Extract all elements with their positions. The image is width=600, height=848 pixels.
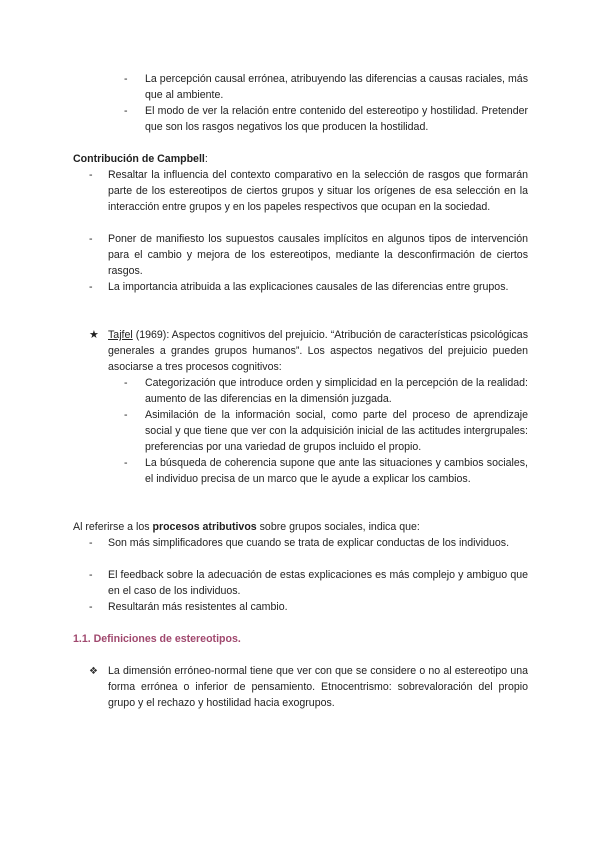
- list-item: [124, 72, 528, 104]
- campbell-heading-label: Contribución de Campbell: [73, 153, 205, 165]
- list-item: [124, 408, 528, 456]
- list-item: [89, 568, 528, 600]
- dash-bullet: -: [124, 105, 128, 117]
- list-item-text: Resaltar la influencia del contexto comparativo en la selección de rasgos que formarán parte de los estereotipos de ciertos grupos y situar los orígenes de esa selección en la interacción entre grupos y en los papeles respectivos que ocupan en la sociedad.: [108, 169, 528, 213]
- section-paragraph: [89, 664, 528, 712]
- list-item-text: El modo de ver la relación entre contenido del estereotipo y hostilidad. Pretender que son los rasgos negativos los que producen la hostilidad.: [145, 105, 528, 133]
- dash-bullet: -: [89, 569, 93, 581]
- dash-bullet: -: [89, 169, 93, 181]
- dash-bullet: -: [89, 537, 93, 549]
- dash-bullet: -: [89, 601, 93, 613]
- list-item-text: La búsqueda de coherencia supone que ante las situaciones y cambios sociales, el individuo precisa de un marco que le ayude a explicar los cambios.: [145, 457, 528, 485]
- tajfel-paragraph: [89, 328, 528, 376]
- list-item-text: Resultarán más resistentes al cambio.: [108, 601, 288, 613]
- dash-bullet: -: [89, 233, 93, 245]
- list-item: [124, 376, 528, 408]
- tajfel-name: Tajfel: [108, 329, 133, 341]
- procesos-intro-post: sobre grupos sociales, indica que:: [256, 521, 420, 533]
- procesos-intro: [73, 520, 420, 536]
- list-item-text: Asimilación de la información social, como parte del proceso de aprendizaje social y que tiene que ver con la adquisición inicial de las actitudes intergrupales: preferencias por una variedad de grupos incluido el propio.: [145, 409, 528, 453]
- star-icon: ★: [89, 329, 99, 341]
- dash-bullet: -: [89, 281, 93, 293]
- list-item: [124, 104, 528, 136]
- procesos-intro-bold: procesos atributivos: [152, 521, 257, 533]
- list-item-text: La importancia atribuida a las explicaciones causales de las diferencias entre grupos.: [108, 281, 509, 293]
- list-item: [89, 280, 528, 296]
- list-item: [89, 168, 528, 216]
- procesos-intro-pre: Al referirse a los: [73, 521, 153, 533]
- list-item: [124, 456, 528, 488]
- dash-bullet: -: [124, 409, 128, 421]
- list-item: [89, 536, 528, 552]
- section-paragraph-text: La dimensión erróneo-normal tiene que ver con que se considere o no al estereotipo una forma errónea o inferior de pensamiento. Etnocentrismo: sobrevaloración del propio grupo y el rechazo y hostilidad hacia exogrupos.: [108, 665, 528, 709]
- list-item: [89, 232, 528, 280]
- list-item-text: Categorización que introduce orden y simplicidad en la percepción de la realidad: aumento de las diferencias en la dimensión juzgada.: [145, 377, 528, 405]
- section-title: 1.1. Definiciones de estereotipos.: [73, 633, 241, 645]
- dash-bullet: -: [124, 377, 128, 389]
- campbell-heading: [73, 152, 208, 168]
- dash-bullet: -: [124, 457, 128, 469]
- diamond-icon: ❖: [89, 666, 98, 677]
- campbell-heading-colon: :: [204, 153, 208, 165]
- list-item-text: El feedback sobre la adecuación de estas explicaciones es más complejo y ambiguo que en el caso de los individuos.: [108, 569, 528, 597]
- list-item-text: Son más simplificadores que cuando se trata de explicar conductas de los individuos.: [108, 537, 510, 549]
- list-item: [89, 600, 528, 616]
- tajfel-description: (1969): Aspectos cognitivos del prejuicio. “Atribución de características psicológicas generales a grandes grupos humanos”. Los aspectos negativos del prejuicio pueden asociarse a tres procesos cognitivos:: [108, 329, 528, 373]
- list-item-text: La percepción causal errónea, atribuyendo las diferencias a causas raciales, más que al ambiente.: [145, 73, 528, 101]
- dash-bullet: -: [124, 73, 128, 85]
- tajfel-text: [108, 328, 528, 376]
- list-item-text: Poner de manifiesto los supuestos causales implícitos en algunos tipos de intervención para el cambio y mejora de los estereotipos, mediante la desconfirmación de ciertos rasgos.: [108, 233, 528, 277]
